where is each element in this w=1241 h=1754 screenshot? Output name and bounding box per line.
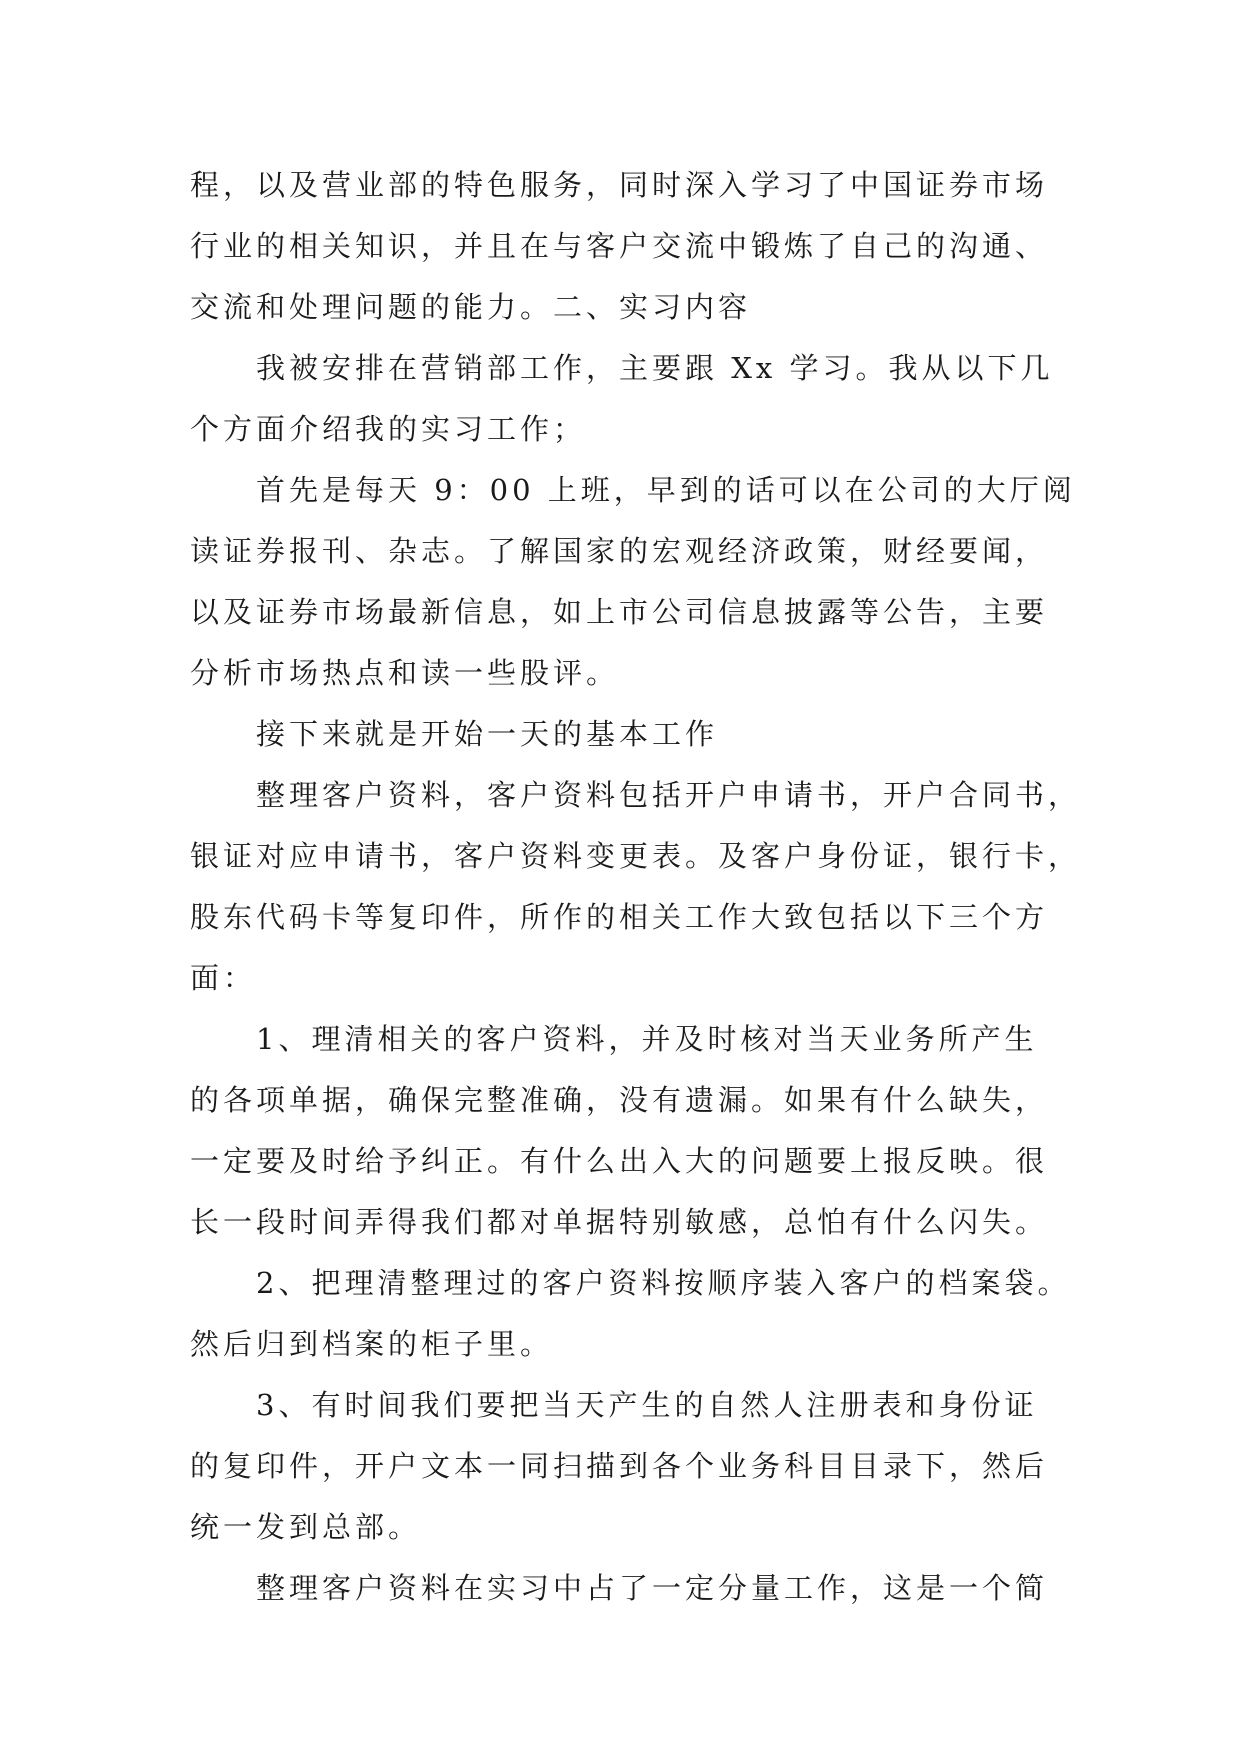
text-line: 整理客户资料在实习中占了一定分量工作，这是一个简 (256, 1571, 1049, 1605)
text-line: 一定要及时给予纠正。有什么出入大的问题要上报反映。很 (190, 1144, 1049, 1178)
text-line: 银证对应申请书，客户资料变更表。及客户身份证，银行卡， (190, 839, 1082, 873)
text-line: 程，以及营业部的特色服务，同时深入学习了中国证券市场 (190, 168, 1049, 202)
text-line: 以及证券市场最新信息，如上市公司信息披露等公告，主要 (190, 595, 1049, 629)
text-line: 3、有时间我们要把当天产生的自然人注册表和身份证 (256, 1388, 1038, 1422)
text-line: 1、理清相关的客户资料，并及时核对当天业务所产生 (256, 1022, 1038, 1056)
text-line: 整理客户资料，客户资料包括开户申请书，开户合同书， (256, 778, 1082, 812)
text-line: 读证券报刊、杂志。了解国家的宏观经济政策，财经要闻， (190, 534, 1049, 568)
document-body (190, 155, 1082, 1619)
text-line: 交流和处理问题的能力。二、实习内容 (190, 290, 752, 324)
text-line: 统一发到总部。 (190, 1510, 422, 1544)
text-line: 我被安排在营销部工作，主要跟 Xx 学习。我从以下几 (256, 351, 1054, 385)
text-line: 然后归到档案的柜子里。 (190, 1327, 554, 1361)
text-line: 的复印件，开户文本一同扫描到各个业务科目目录下，然后 (190, 1449, 1049, 1483)
text-line: 2、把理清整理过的客户资料按顺序装入客户的档案袋。 (256, 1266, 1071, 1300)
text-line: 长一段时间弄得我们都对单据特别敏感，总怕有什么闪失。 (190, 1205, 1049, 1239)
text-line: 分析市场热点和读一些股评。 (190, 656, 620, 690)
text-line: 面： (190, 961, 257, 995)
text-line: 股东代码卡等复印件，所作的相关工作大致包括以下三个方 (190, 900, 1049, 934)
text-line: 首先是每天 9：00 上班，早到的话可以在公司的大厅阅 (256, 473, 1076, 507)
text-line: 接下来就是开始一天的基本工作 (256, 717, 719, 751)
text-line: 行业的相关知识，并且在与客户交流中锻炼了自己的沟通、 (190, 229, 1049, 263)
text-line: 个方面介绍我的实习工作； (190, 412, 587, 446)
text-line: 的各项单据，确保完整准确，没有遗漏。如果有什么缺失， (190, 1083, 1049, 1117)
